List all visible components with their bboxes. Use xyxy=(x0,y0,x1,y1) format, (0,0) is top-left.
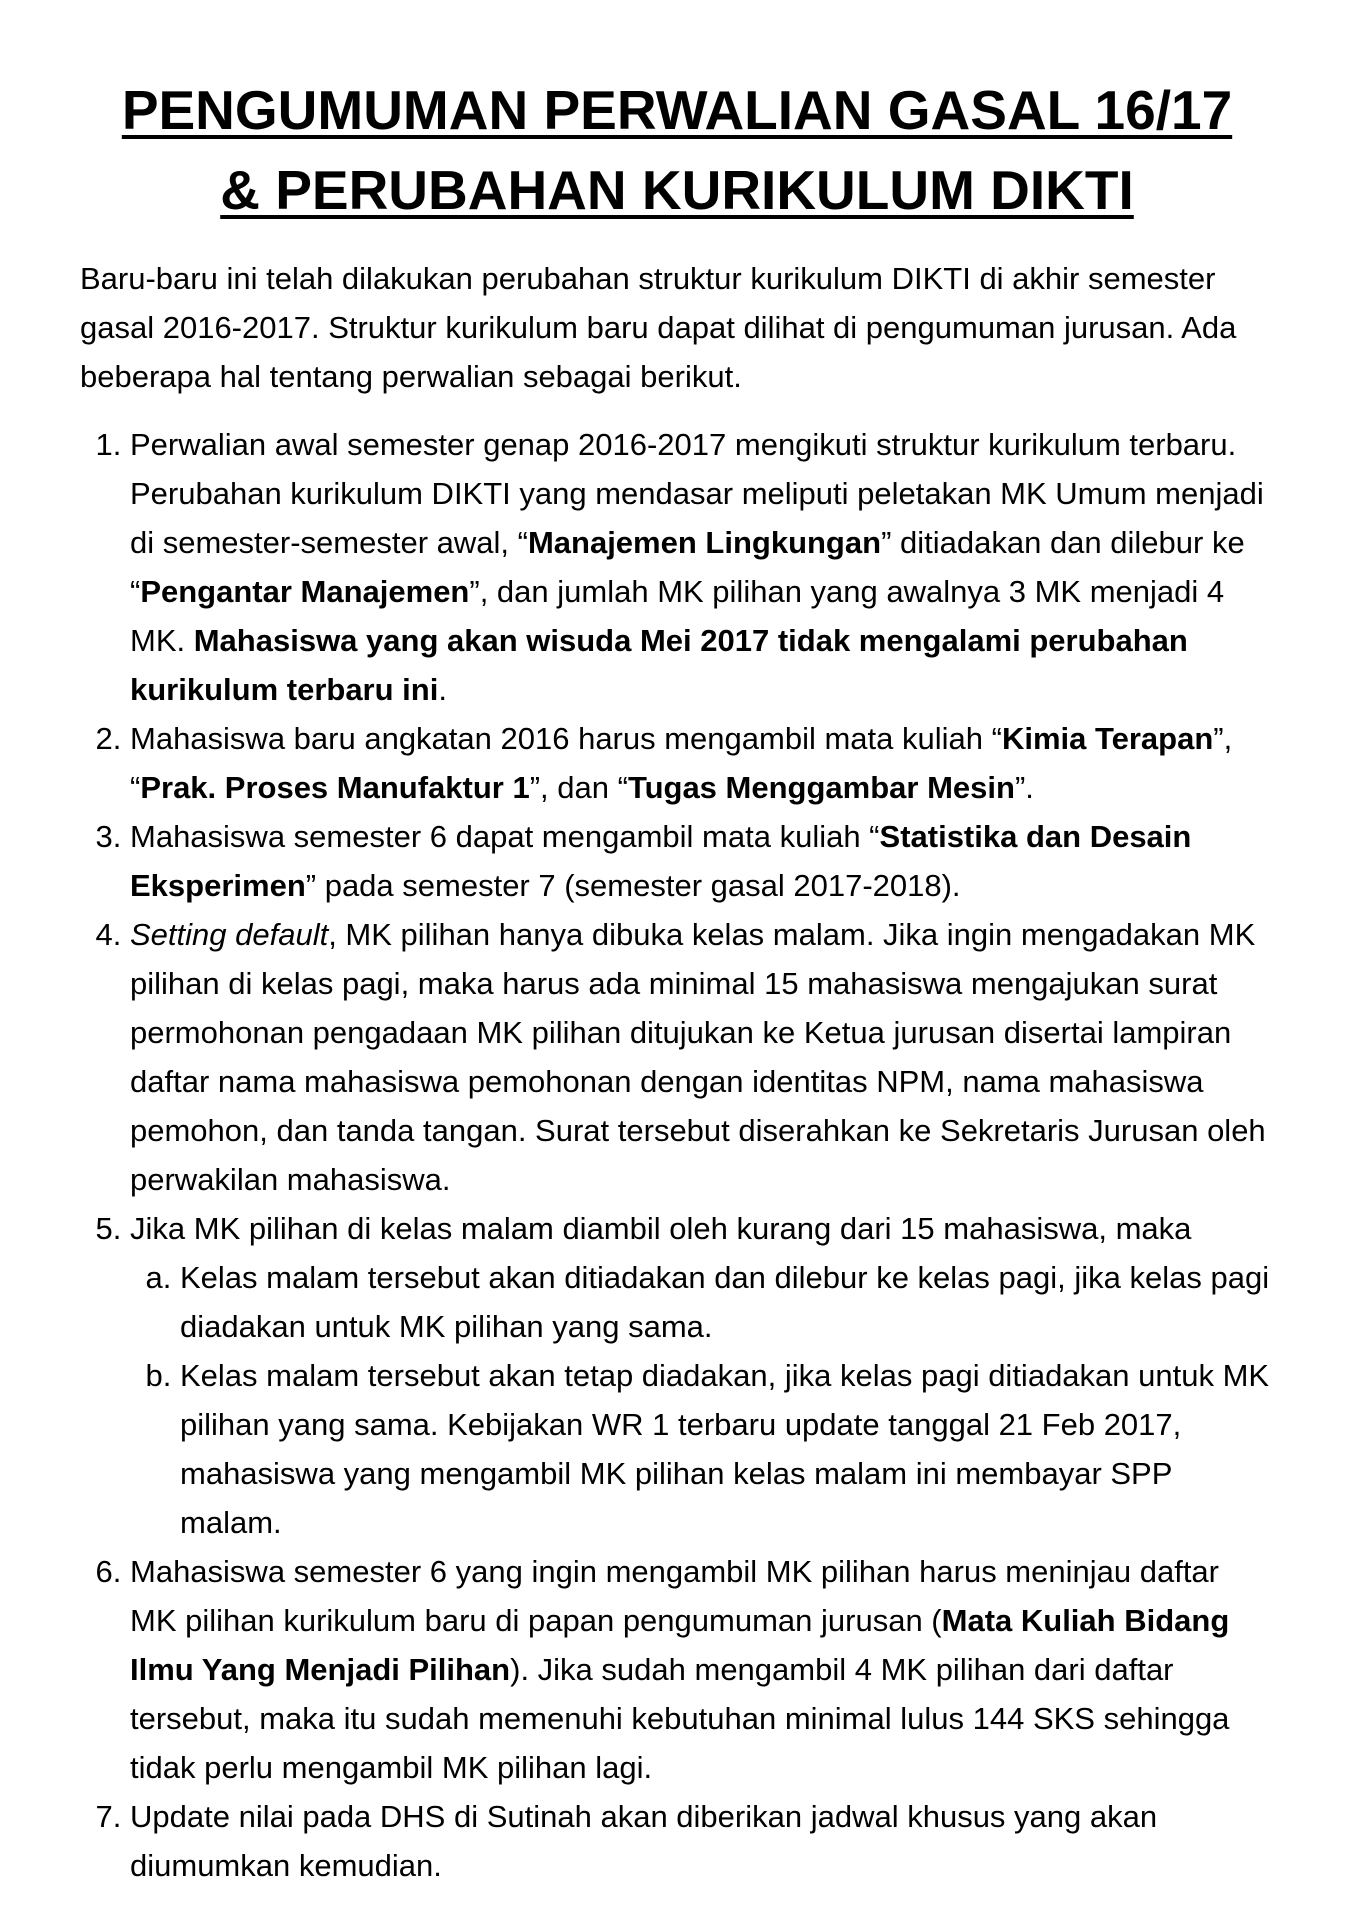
list-item xyxy=(130,1204,1274,1547)
item-2-text-3: ”, dan “ xyxy=(529,770,628,805)
list-item xyxy=(130,812,1274,910)
sub-list-item: a. Kelas malam tersebut akan ditiadakan dan dilebur ke kelas pagi, jika kelas pagi diadakan untuk MK pilihan yang sama. xyxy=(180,1253,1274,1351)
item-1-bold-2: Pengantar Manajemen xyxy=(140,574,470,609)
item-1-text-1: Perwalian awal semester genap 2016-2017 mengikuti struktur kurikulum terbaru. Perubahan kurikulum DIKTI yang mendasar meliputi peletakan MK Umum menjadi di semester-semester awal, “ xyxy=(130,427,1264,560)
list-item xyxy=(130,910,1274,1204)
item-2-text-1: Mahasiswa baru angkatan 2016 harus mengambil mata kuliah “ xyxy=(130,721,1002,756)
item-6-text-1: Mahasiswa semester 6 yang ingin mengambil MK pilihan harus meninjau daftar MK pilihan kurikulum baru di papan pengumuman jurusan ( xyxy=(130,1554,1219,1638)
item-2-bold-1: Kimia Terapan xyxy=(1001,721,1214,756)
item-1-text-2: ” ditiadakan dan dilebur ke “ xyxy=(130,525,1245,609)
title-line-2: & PERUBAHAN KURIKULUM DIKTI xyxy=(220,159,1134,221)
item-4-italic-1: Setting default xyxy=(130,917,329,952)
item-2-text-4: ”. xyxy=(1014,770,1034,805)
item-2-bold-3: Tugas Menggambar Mesin xyxy=(627,770,1015,805)
item-5-text-1: Jika MK pilihan di kelas malam diambil oleh kurang dari 15 mahasiswa, maka xyxy=(130,1211,1192,1246)
sub-list xyxy=(130,1253,1274,1547)
item-3-bold-1: Statistika dan Desain Eksperimen xyxy=(130,819,1192,903)
item-2-bold-2: Prak. Proses Manufaktur 1 xyxy=(140,770,530,805)
intro-paragraph: Baru-baru ini telah dilakukan perubahan struktur kurikulum DIKTI di akhir semester gasal 2016-2017. Struktur kurikulum baru dapat dilihat di pengumuman jurusan. Ada beberapa hal tentang perwalian sebagai berikut. xyxy=(80,261,1237,394)
list-item xyxy=(130,1547,1274,1792)
title-line-1: PENGUMUMAN PERWALIAN GASAL 16/17 xyxy=(121,79,1233,141)
item-7-text-1: Update nilai pada DHS di Sutinah akan diberikan jadwal khusus yang akan diumumkan kemudian. xyxy=(130,1799,1158,1883)
item-3-text-1: Mahasiswa semester 6 dapat mengambil mata kuliah “ xyxy=(130,819,880,854)
list-item xyxy=(130,1792,1274,1890)
sub-list-item: b. Kelas malam tersebut akan tetap diadakan, jika kelas pagi ditiadakan untuk MK pilihan yang sama. Kebijakan WR 1 terbaru update tanggal 21 Feb 2017, mahasiswa yang mengambil MK pilihan kelas malam ini membayar SPP malam. xyxy=(180,1351,1274,1547)
item-1-bold-1: Manajemen Lingkungan xyxy=(527,525,882,560)
item-3-text-2: ” pada semester 7 (semester gasal 2017-2018). xyxy=(305,868,961,903)
item-1-text-4: . xyxy=(438,672,447,707)
item-6-text-2: ). Jika sudah mengambil 4 MK pilihan dari daftar tersebut, maka itu sudah memenuhi kebutuhan minimal lulus 144 SKS sehingga tidak perlu mengambil MK pilihan lagi. xyxy=(130,1652,1230,1785)
list-item xyxy=(130,420,1274,714)
item-1-text-3: ”, dan jumlah MK pilihan yang awalnya 3 MK menjadi 4 MK. xyxy=(130,574,1225,658)
item-1-bold-3: Mahasiswa yang akan wisuda Mei 2017 tidak mengalami perubahan kurikulum terbaru ini xyxy=(130,623,1188,707)
item-6-bold-1: Mata Kuliah Bidang Ilmu Yang Menjadi Pilihan xyxy=(130,1603,1230,1687)
page-title xyxy=(80,70,1274,230)
item-4-text-1: , MK pilihan hanya dibuka kelas malam. Jika ingin mengadakan MK pilihan di kelas pagi, maka harus ada minimal 15 mahasiswa mengajukan surat permohonan pengadaan MK pilihan ditujukan ke Ketua jurusan disertai lampiran daftar nama mahasiswa pemohonan dengan identitas NPM, nama mahasiswa pemohon, dan tanda tangan. Surat tersebut diserahkan ke Sekretaris Jurusan oleh perwakilan mahasiswa. xyxy=(130,917,1266,1197)
list-item xyxy=(130,714,1274,812)
announcement-list xyxy=(80,420,1274,1890)
item-2-text-2: ”, “ xyxy=(130,721,1233,805)
